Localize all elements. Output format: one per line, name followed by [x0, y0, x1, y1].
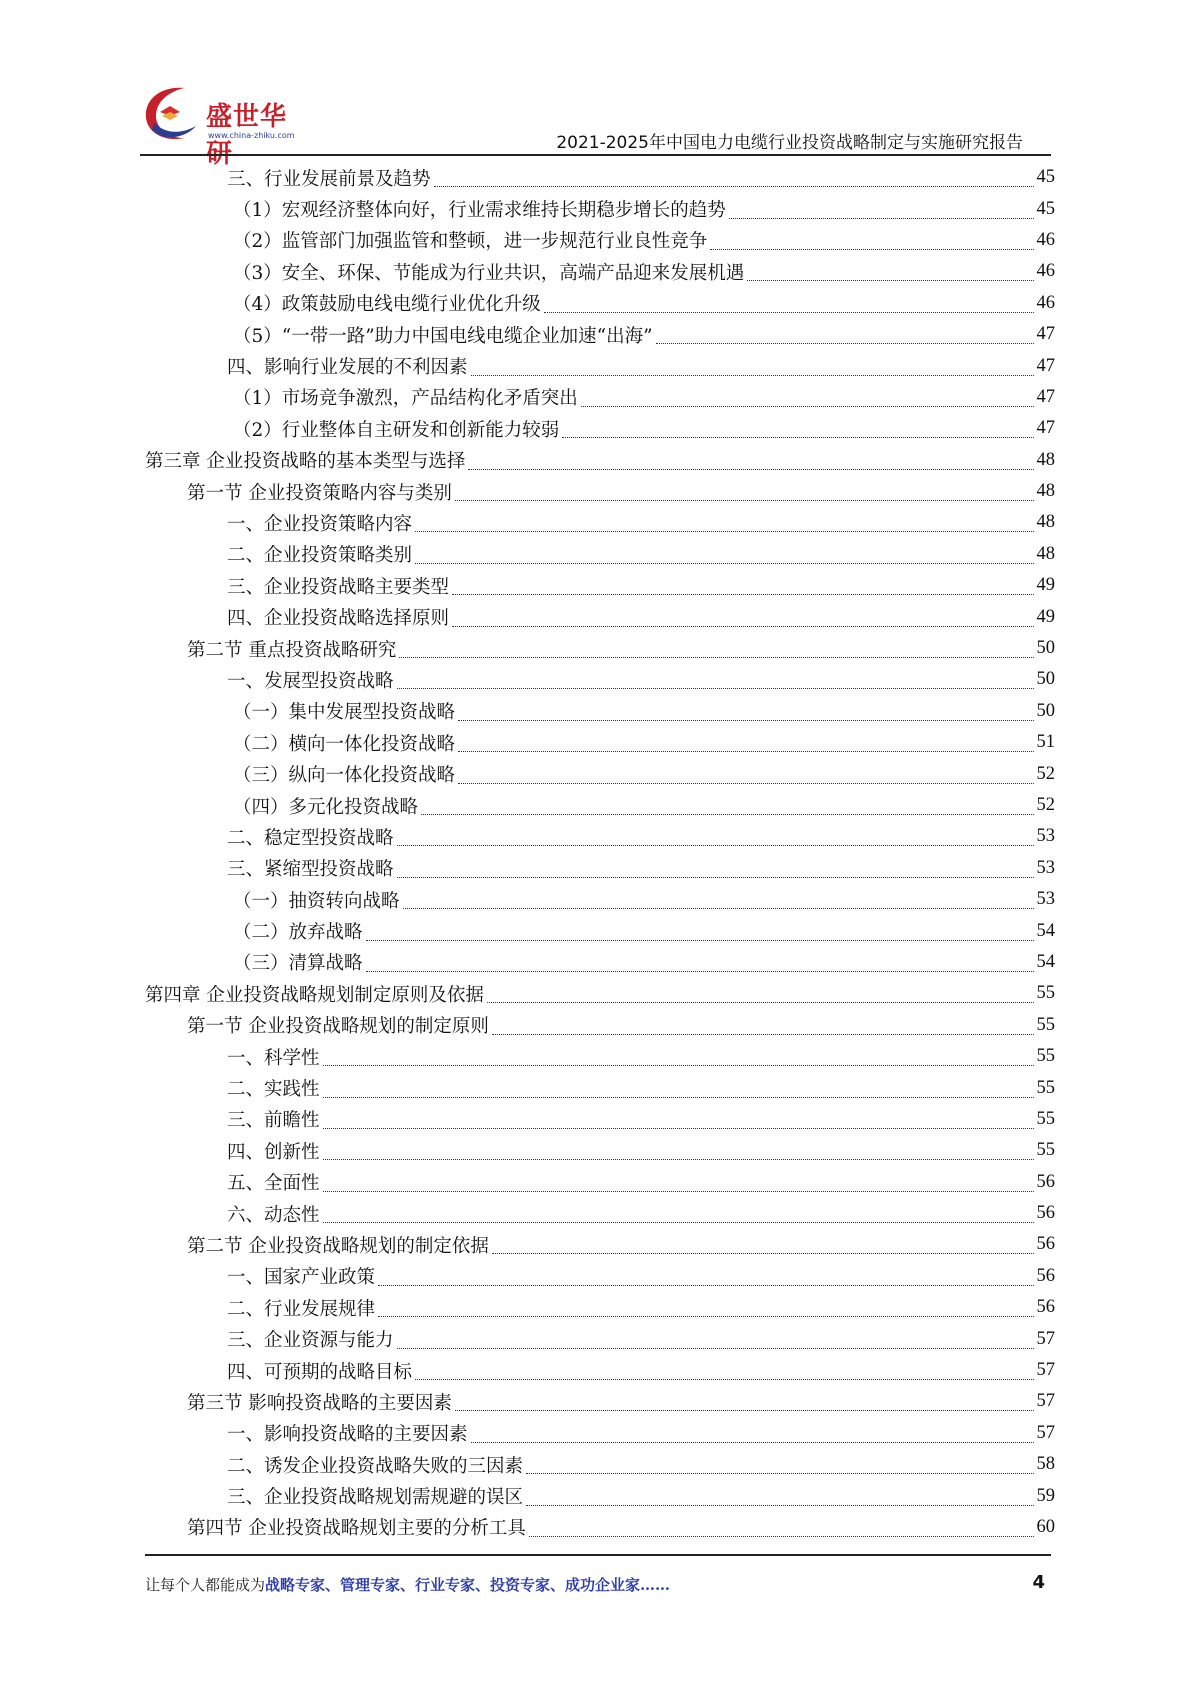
toc-dot-leader	[487, 988, 1034, 1003]
toc-dot-leader	[452, 612, 1033, 627]
toc-page-number: 53	[1036, 857, 1055, 878]
toc-entry-title: （一）集中发展型投资战略	[233, 702, 456, 724]
toc-entry[interactable]	[145, 790, 1055, 821]
toc-page-number: 45	[1036, 198, 1055, 219]
toc-page-number: 56	[1036, 1234, 1055, 1255]
toc-entry[interactable]	[145, 1010, 1055, 1041]
toc-dot-leader	[323, 1145, 1034, 1160]
toc-dot-leader	[562, 423, 1033, 438]
toc-entry[interactable]	[145, 1480, 1055, 1511]
toc-entry[interactable]	[145, 382, 1055, 413]
toc-entry-title: 四、影响行业发展的不利因素	[227, 357, 468, 379]
toc-dot-leader	[471, 361, 1034, 376]
toc-entry[interactable]	[145, 1104, 1055, 1135]
toc-entry-title: 三、企业资源与能力	[227, 1330, 394, 1352]
toc-entry[interactable]	[145, 601, 1055, 632]
toc-entry-title: （4）政策鼓励电线电缆行业优化升级	[233, 294, 541, 316]
toc-entry-title: 三、前瞻性	[227, 1110, 320, 1132]
toc-dot-leader	[434, 172, 1034, 187]
toc-entry-title: 第二节 企业投资战略规划的制定依据	[187, 1235, 489, 1257]
toc-dot-leader	[581, 392, 1034, 407]
slogan-prefix: 让每个人都能成为	[145, 1576, 266, 1594]
toc-entry[interactable]	[145, 413, 1055, 444]
toc-page-number: 48	[1036, 481, 1055, 502]
toc-page-number: 49	[1036, 606, 1055, 627]
toc-dot-leader	[747, 266, 1033, 281]
toc-dot-leader	[397, 674, 1034, 689]
toc-entry[interactable]	[145, 1072, 1055, 1103]
toc-entry-title: 四、企业投资战略选择原则	[227, 608, 450, 630]
toc-entry-title: 第三节 影响投资战略的主要因素	[187, 1392, 452, 1414]
toc-entry[interactable]	[145, 727, 1055, 758]
toc-dot-leader	[455, 1396, 1034, 1411]
toc-entry-title: 四、创新性	[227, 1141, 320, 1163]
footer-slogan	[145, 1574, 670, 1595]
toc-dot-leader	[403, 894, 1034, 909]
toc-entry[interactable]	[145, 445, 1055, 476]
toc-page-number: 50	[1036, 638, 1055, 659]
toc-dot-leader	[366, 957, 1034, 972]
toc-page-number: 56	[1036, 1203, 1055, 1224]
toc-page-number: 55	[1036, 983, 1055, 1004]
toc-dot-leader	[415, 1365, 1033, 1380]
company-logo	[140, 82, 310, 169]
toc-entry[interactable]	[145, 1167, 1055, 1198]
toc-entry-title: 三、紧缩型投资战略	[227, 859, 394, 881]
toc-entry[interactable]	[145, 507, 1055, 538]
toc-entry[interactable]	[145, 1292, 1055, 1323]
toc-entry-title: 二、诱发企业投资战略失败的三因素	[227, 1455, 524, 1477]
toc-entry[interactable]	[145, 1386, 1055, 1417]
toc-page-number: 48	[1036, 449, 1055, 470]
toc-entry[interactable]	[145, 225, 1055, 256]
toc-entry[interactable]	[145, 539, 1055, 570]
toc-page-number: 57	[1036, 1391, 1055, 1412]
toc-dot-leader	[415, 517, 1033, 532]
toc-dot-leader	[397, 863, 1034, 878]
toc-entry[interactable]	[145, 1261, 1055, 1292]
toc-page-number: 57	[1036, 1360, 1055, 1381]
logo-text: 盛世华研	[206, 102, 288, 169]
toc-dot-leader	[323, 1177, 1034, 1192]
toc-entry[interactable]	[145, 1418, 1055, 1449]
toc-entry-title: （一）抽资转向战略	[233, 890, 400, 912]
toc-dot-leader	[323, 1208, 1034, 1223]
toc-entry-title: 一、国家产业政策	[227, 1267, 376, 1289]
toc-dot-leader	[415, 549, 1033, 564]
page-number: 4	[1032, 1572, 1045, 1593]
toc-dot-leader	[656, 329, 1034, 344]
toc-dot-leader	[421, 800, 1033, 815]
toc-entry[interactable]	[145, 978, 1055, 1009]
toc-page-number: 54	[1036, 951, 1055, 972]
toc-page-number: 49	[1036, 575, 1055, 596]
logo-swoosh-icon	[140, 82, 204, 146]
toc-entry-title: 二、企业投资策略类别	[227, 545, 413, 567]
toc-entry-title: 三、企业投资战略规划需规避的误区	[227, 1487, 524, 1509]
toc-entry-title: 一、企业投资策略内容	[227, 513, 413, 535]
table-of-contents	[145, 162, 1055, 1543]
toc-entry-title: 一、发展型投资战略	[227, 670, 394, 692]
toc-entry[interactable]	[145, 193, 1055, 224]
toc-entry-title: 第三章 企业投资战略的基本类型与选择	[145, 451, 466, 473]
toc-dot-leader	[397, 1334, 1034, 1349]
toc-dot-leader	[452, 580, 1033, 595]
logo-url: www.china-zhiku.com	[208, 131, 295, 140]
toc-page-number: 57	[1036, 1328, 1055, 1349]
toc-page-number: 53	[1036, 826, 1055, 847]
toc-dot-leader	[378, 1302, 1033, 1317]
toc-page-number: 57	[1036, 1422, 1055, 1443]
toc-entry[interactable]	[145, 319, 1055, 350]
toc-entry[interactable]	[145, 476, 1055, 507]
toc-dot-leader	[529, 1522, 1034, 1537]
toc-page-number: 55	[1036, 1077, 1055, 1098]
toc-page-number: 45	[1036, 167, 1055, 188]
toc-entry-title: （1）宏观经济整体向好，行业需求维持长期稳步增长的趋势	[233, 200, 726, 222]
toc-page-number: 56	[1036, 1265, 1055, 1286]
toc-page-number: 52	[1036, 795, 1055, 815]
toc-page-number: 60	[1036, 1516, 1055, 1537]
toc-page-number: 50	[1036, 669, 1055, 690]
toc-entry-title: 三、行业发展前景及趋势	[227, 168, 431, 190]
toc-dot-leader	[455, 486, 1034, 501]
toc-entry-title: 一、科学性	[227, 1047, 320, 1069]
toc-page-number: 46	[1036, 261, 1055, 282]
toc-dot-leader	[323, 1114, 1034, 1129]
toc-entry[interactable]	[145, 1449, 1055, 1480]
slogan-highlight: 战略专家、管理专家、行业专家、投资专家、成功企业家……	[265, 1576, 671, 1594]
toc-entry-title: 二、行业发展规律	[227, 1298, 376, 1320]
toc-dot-leader	[526, 1459, 1033, 1474]
toc-dot-leader	[458, 706, 1033, 721]
toc-entry-title: 一、影响投资战略的主要因素	[227, 1424, 468, 1446]
toc-entry-title: （1）市场竞争激烈，产品结构化矛盾突出	[233, 388, 578, 410]
toc-entry[interactable]	[145, 350, 1055, 381]
toc-entry-title: （四）多元化投资战略	[233, 796, 419, 818]
toc-page-number: 48	[1036, 512, 1055, 533]
toc-dot-leader	[468, 455, 1033, 470]
toc-entry-title: （5）“一带一路”助力中国电线电缆企业加速“出海”	[233, 325, 653, 347]
toc-entry-title: 第一节 企业投资策略内容与类别	[187, 482, 452, 504]
footer-divider	[145, 1554, 1051, 1556]
toc-page-number: 46	[1036, 229, 1055, 250]
toc-entry[interactable]	[145, 633, 1055, 664]
toc-entry-title: 第二节 重点投资战略研究	[187, 639, 397, 661]
toc-entry-title: 六、动态性	[227, 1204, 320, 1226]
header-divider	[140, 154, 1051, 156]
toc-entry-title: 第四节 企业投资战略规划主要的分析工具	[187, 1518, 526, 1540]
toc-page-number: 46	[1036, 292, 1055, 313]
toc-entry-title: （三）纵向一体化投资战略	[233, 765, 456, 787]
toc-dot-leader	[458, 737, 1033, 752]
toc-entry-title: 三、企业投资战略主要类型	[227, 576, 450, 598]
toc-entry-title: 五、全面性	[227, 1173, 320, 1195]
toc-entry[interactable]	[145, 664, 1055, 695]
toc-entry[interactable]	[145, 915, 1055, 946]
toc-entry[interactable]	[145, 570, 1055, 601]
toc-entry-title: （二）放弃战略	[233, 922, 363, 944]
toc-page-number: 51	[1036, 732, 1055, 753]
document-title: 2021-2025年中国电力电缆行业投资战略制定与实施研究报告	[556, 133, 1023, 153]
toc-entry-title: 二、稳定型投资战略	[227, 827, 394, 849]
toc-entry-title: 二、实践性	[227, 1079, 320, 1101]
toc-entry[interactable]	[145, 821, 1055, 852]
toc-page-number: 47	[1036, 418, 1055, 439]
toc-dot-leader	[366, 926, 1034, 941]
toc-entry[interactable]	[145, 1198, 1055, 1229]
toc-entry[interactable]	[145, 758, 1055, 789]
toc-entry[interactable]	[145, 696, 1055, 727]
toc-page-number: 55	[1036, 1046, 1055, 1067]
toc-page-number: 54	[1036, 920, 1055, 941]
toc-dot-leader	[471, 1428, 1034, 1443]
toc-entry[interactable]	[145, 1135, 1055, 1166]
toc-entry[interactable]	[145, 1323, 1055, 1354]
toc-dot-leader	[323, 1083, 1034, 1098]
toc-entry-title: 四、可预期的战略目标	[227, 1361, 413, 1383]
toc-entry-title: （二）横向一体化投资战略	[233, 733, 456, 755]
toc-page-number: 59	[1036, 1485, 1055, 1506]
toc-page-number: 47	[1036, 386, 1055, 407]
toc-entry-title: （2）监管部门加强监管和整顿，进一步规范行业良性竞争	[233, 231, 708, 253]
toc-dot-leader	[458, 769, 1033, 784]
toc-entry-title: （三）清算战略	[233, 953, 363, 975]
toc-entry-title: 第四章 企业投资战略规划制定原则及依据	[145, 984, 484, 1006]
toc-dot-leader	[399, 643, 1033, 658]
toc-entry[interactable]	[145, 256, 1055, 287]
toc-page-number: 53	[1036, 889, 1055, 910]
toc-page-number: 50	[1036, 700, 1055, 721]
toc-page-number: 55	[1036, 1140, 1055, 1161]
toc-dot-leader	[544, 298, 1034, 313]
toc-dot-leader	[397, 831, 1034, 846]
toc-dot-leader	[323, 1051, 1034, 1066]
toc-page-number: 47	[1036, 355, 1055, 376]
toc-page-number: 47	[1036, 324, 1055, 345]
toc-entry[interactable]	[145, 288, 1055, 319]
toc-dot-leader	[526, 1491, 1033, 1506]
toc-page-number: 58	[1036, 1454, 1055, 1475]
toc-entry-title: （3）安全、环保、节能成为行业共识，高端产品迎来发展机遇	[233, 262, 745, 284]
toc-page-number: 56	[1036, 1171, 1055, 1192]
toc-entry[interactable]	[145, 947, 1055, 978]
toc-dot-leader	[378, 1271, 1033, 1286]
toc-page-number: 56	[1036, 1297, 1055, 1318]
toc-entry[interactable]	[145, 1355, 1055, 1386]
toc-page-number: 48	[1036, 543, 1055, 564]
toc-dot-leader	[492, 1020, 1034, 1035]
toc-dot-leader	[710, 235, 1033, 250]
toc-entry[interactable]	[145, 1512, 1055, 1543]
toc-page-number: 55	[1036, 1108, 1055, 1129]
toc-entry[interactable]	[145, 1041, 1055, 1072]
toc-page-number: 55	[1036, 1014, 1055, 1035]
toc-page-number: 52	[1036, 763, 1055, 784]
toc-entry[interactable]	[145, 884, 1055, 915]
toc-entry[interactable]	[145, 853, 1055, 884]
toc-entry[interactable]	[145, 162, 1055, 193]
toc-entry[interactable]	[145, 1229, 1055, 1260]
toc-entry-title: 第一节 企业投资战略规划的制定原则	[187, 1016, 489, 1038]
toc-dot-leader	[729, 204, 1034, 219]
toc-dot-leader	[492, 1239, 1034, 1254]
toc-entry-title: （2）行业整体自主研发和创新能力较弱	[233, 419, 560, 441]
page-header	[0, 0, 1191, 169]
